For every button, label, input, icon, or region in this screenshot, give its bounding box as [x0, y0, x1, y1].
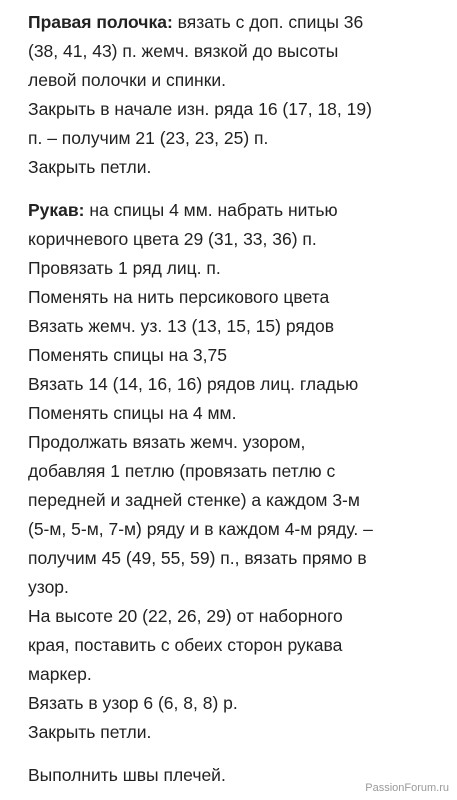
site-watermark: PassionForum.ru [365, 782, 449, 794]
sleeve-line-12: (5-м, 5-м, 7-м) ряду и в каждом 4-м ряду. – [28, 519, 373, 539]
right-front-line-1 [28, 8, 363, 37]
right-front-line-1-text: вязать с доп. спицы 36 [172, 12, 364, 32]
right-front-line-6: Закрыть петли. [28, 157, 152, 177]
sleeve-line-7: Вязать 14 (14, 16, 16) рядов лиц. гладью [28, 374, 359, 394]
sleeve-line-8: Поменять спицы на 4 мм. [28, 403, 237, 423]
sleeve-line-14: узор. [28, 577, 69, 597]
sleeve-line-10: добавляя 1 петлю (провязать петлю с [28, 461, 336, 481]
sleeve-line-15: На высоте 20 (22, 26, 29) от наборного [28, 606, 343, 626]
sleeve-line-9: Продолжать вязать жемч. узором, [28, 432, 306, 452]
right-front-line-4: Закрыть в начале изн. ряда 16 (17, 18, 19) [28, 99, 372, 119]
sleeve-line-5: Вязать жемч. уз. 13 (13, 15, 15) рядов [28, 316, 335, 336]
right-front-line-5: п. – получим 21 (23, 23, 25) п. [28, 128, 269, 148]
sleeve-line-2: коричневого цвета 29 (31, 33, 36) п. [28, 229, 317, 249]
sleeve-line-3: Провязать 1 ряд лиц. п. [28, 258, 221, 278]
sleeve-line-18: Вязать в узор 6 (6, 8, 8) р. [28, 693, 238, 713]
right-front-line-2: (38, 41, 43) п. жемч. вязкой до высоты [28, 41, 339, 61]
right-front-heading: Правая полочка: [28, 12, 173, 32]
sleeve-line-19: Закрыть петли. [28, 722, 152, 742]
sleeve-line-13: получим 45 (49, 55, 59) п., вязать прямо в [28, 548, 367, 568]
sleeve-line-16: края, поставить с обеих сторон рукава [28, 635, 343, 655]
sleeve-line-17: маркер. [28, 664, 92, 684]
sleeve-heading: Рукав: [28, 200, 85, 220]
right-front-line-3: левой полочки и спинки. [28, 70, 227, 90]
sleeve-line-4: Поменять на нить персикового цвета [28, 287, 330, 307]
finishing-line-1: Выполнить швы плечей. [28, 765, 226, 785]
sleeve-line-1 [28, 196, 338, 225]
sleeve-line-11: передней и задней стенке) а каждом 3-м [28, 490, 360, 510]
sleeve-line-6: Поменять спицы на 3,75 [28, 345, 227, 365]
sleeve-line-1-text: на спицы 4 мм. набрать нитью [84, 200, 338, 220]
